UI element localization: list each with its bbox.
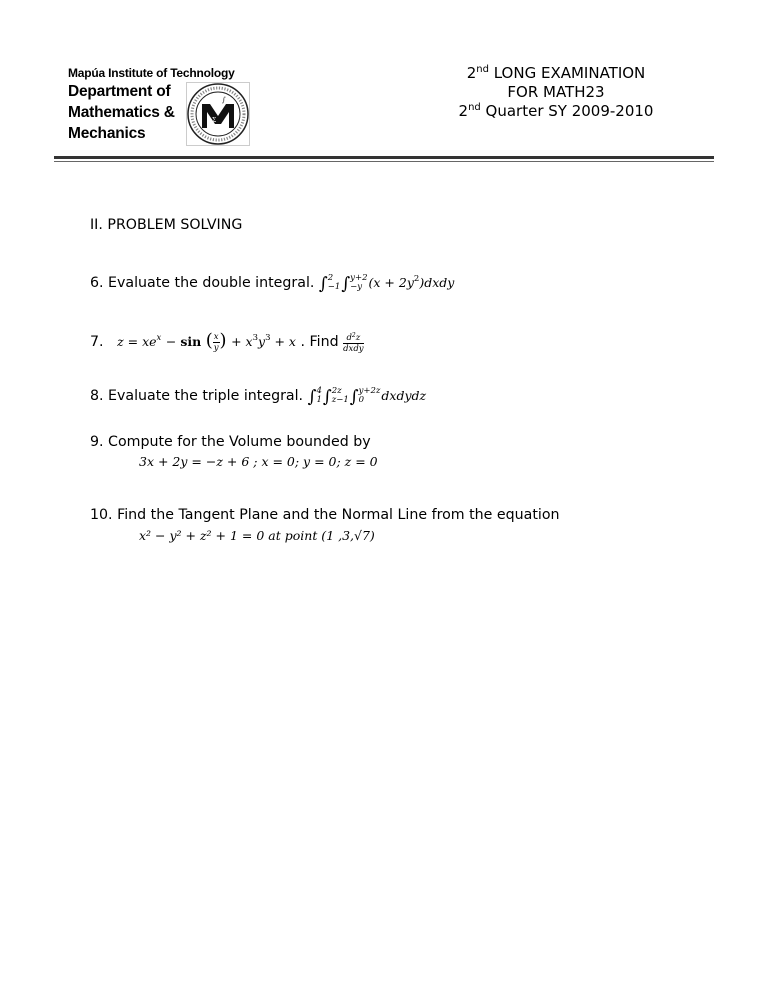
problem-6-formula: ∫2 −1∫y+2 −y $(x + 2y^2)dxdy$ (318, 273, 455, 294)
department-seal-logo (186, 82, 250, 146)
problem-7-formula: $z = xe^x - \sin$ ( $\frac{x}{y}$ ) + $x^3y^3 + x$ (117, 330, 296, 353)
section-title: II. PROBLEM SOLVING (90, 217, 243, 233)
problem-10-equation: x² − y² + z² + 1 = 0 at point (1 ,3,√7) (139, 528, 375, 543)
exam-title-line2: FOR MATH23 (507, 83, 605, 101)
problem-6 (90, 272, 454, 292)
exam-title-line1: 2nd LONG EXAMINATION (466, 64, 646, 82)
svg-text:Σ: Σ (212, 117, 217, 124)
problem-9-label: 9. Compute for the Volume bounded by (90, 434, 371, 450)
problem-7-derivative: $\frac{d^2z}{\text{dxdy}}$ (343, 331, 364, 354)
problem-8-label: 8. Evaluate the triple integral. (90, 388, 304, 404)
header-divider-thin (54, 161, 714, 162)
institution-name: Mapúa Institute of Technology (68, 66, 235, 80)
department-name: Department of Mathematics & Mechanics (68, 83, 175, 142)
header-divider (54, 156, 714, 159)
problem-9-equation: 3x + 2y = −z + 6 ; x = 0; y = 0; z = 0 (139, 454, 378, 469)
svg-text:∫: ∫ (222, 96, 226, 104)
problem-6-label: 6. Evaluate the double integral. (90, 275, 315, 291)
problem-10-label: 10. Find the Tangent Plane and the Normal Line from the equation (90, 507, 560, 523)
problem-7-find-text: . Find (300, 334, 339, 350)
exam-title-line3: 2nd Quarter SY 2009-2010 (458, 102, 654, 120)
exam-title (430, 64, 682, 121)
problem-7 (90, 330, 364, 354)
problem-8-formula: ∫4 1∫2z z−1∫y+2z 0 dxdydz (307, 386, 427, 407)
problem-7-label: 7. (90, 334, 104, 350)
problem-8 (90, 385, 426, 405)
